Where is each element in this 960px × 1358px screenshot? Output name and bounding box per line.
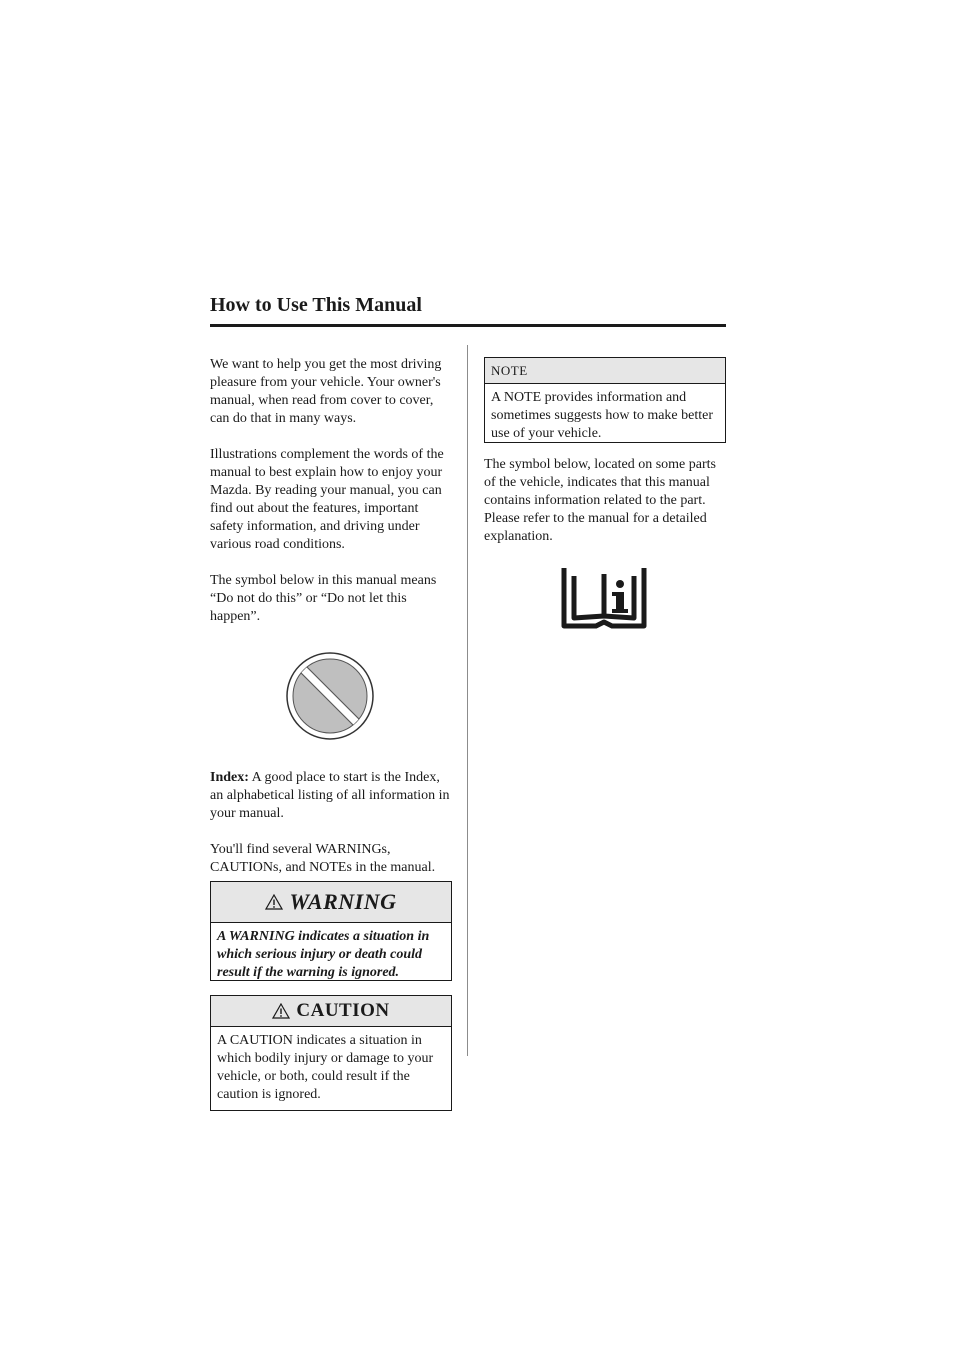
- note-body: A NOTE provides information and sometimes suggests how to make better use of your vehicle.: [491, 390, 714, 441]
- index-label: Index:: [210, 770, 249, 785]
- index-text: A good place to start is the Index, an alphabetical listing of all information in your manual.: [210, 770, 450, 821]
- warning-box: [210, 881, 452, 981]
- title-rule: [210, 324, 726, 327]
- warnings-paragraph: You'll find several WARNINGs, CAUTIONs, and NOTEs in the manual.: [210, 842, 436, 875]
- caution-body: A CAUTION indicates a situation in which bodily injury or damage to your vehicle, or both, could result if the caution is ignored.: [217, 1033, 434, 1102]
- warning-header: [211, 882, 451, 923]
- intro-paragraph: We want to help you get the most driving pleasure from your vehicle. Your owner's manual, when read from cover to cover, can do that in many ways.: [210, 357, 442, 426]
- manual-symbol-paragraph: The symbol below, located on some parts of the vehicle, indicates that this manual contains information related to the part. Please refer to the manual for a detailed explanation.: [484, 457, 716, 544]
- note-title: NOTE: [491, 362, 528, 378]
- caution-box: [210, 995, 452, 1111]
- note-header: [485, 358, 725, 384]
- index-paragraph: [210, 769, 452, 823]
- warning-triangle-icon: [265, 894, 283, 910]
- warning-title: WARNING: [289, 889, 397, 914]
- symbol-paragraph: The symbol below in this manual means “Do not do this” or “Do not let this happen”.: [210, 573, 437, 624]
- note-box: [484, 357, 726, 443]
- right-column: [484, 357, 726, 630]
- caution-title: CAUTION: [296, 1000, 390, 1021]
- illustrations-paragraph: Illustrations complement the words of the manual to best explain how to enjoy your Mazda. By reading your manual, you can find out about the features, important safety information, and driving under various road conditions.: [210, 447, 444, 552]
- caution-header: [211, 996, 451, 1027]
- caution-triangle-icon: [272, 1003, 290, 1019]
- warning-body: A WARNING indicates a situation in which serious injury or death could result if the warning is ignored.: [217, 929, 430, 980]
- page-title: How to Use This Manual: [210, 294, 422, 316]
- column-divider: [467, 345, 468, 1056]
- prohibition-icon: [285, 651, 375, 741]
- left-column: [210, 356, 452, 1111]
- manual-info-book-icon: [560, 564, 648, 630]
